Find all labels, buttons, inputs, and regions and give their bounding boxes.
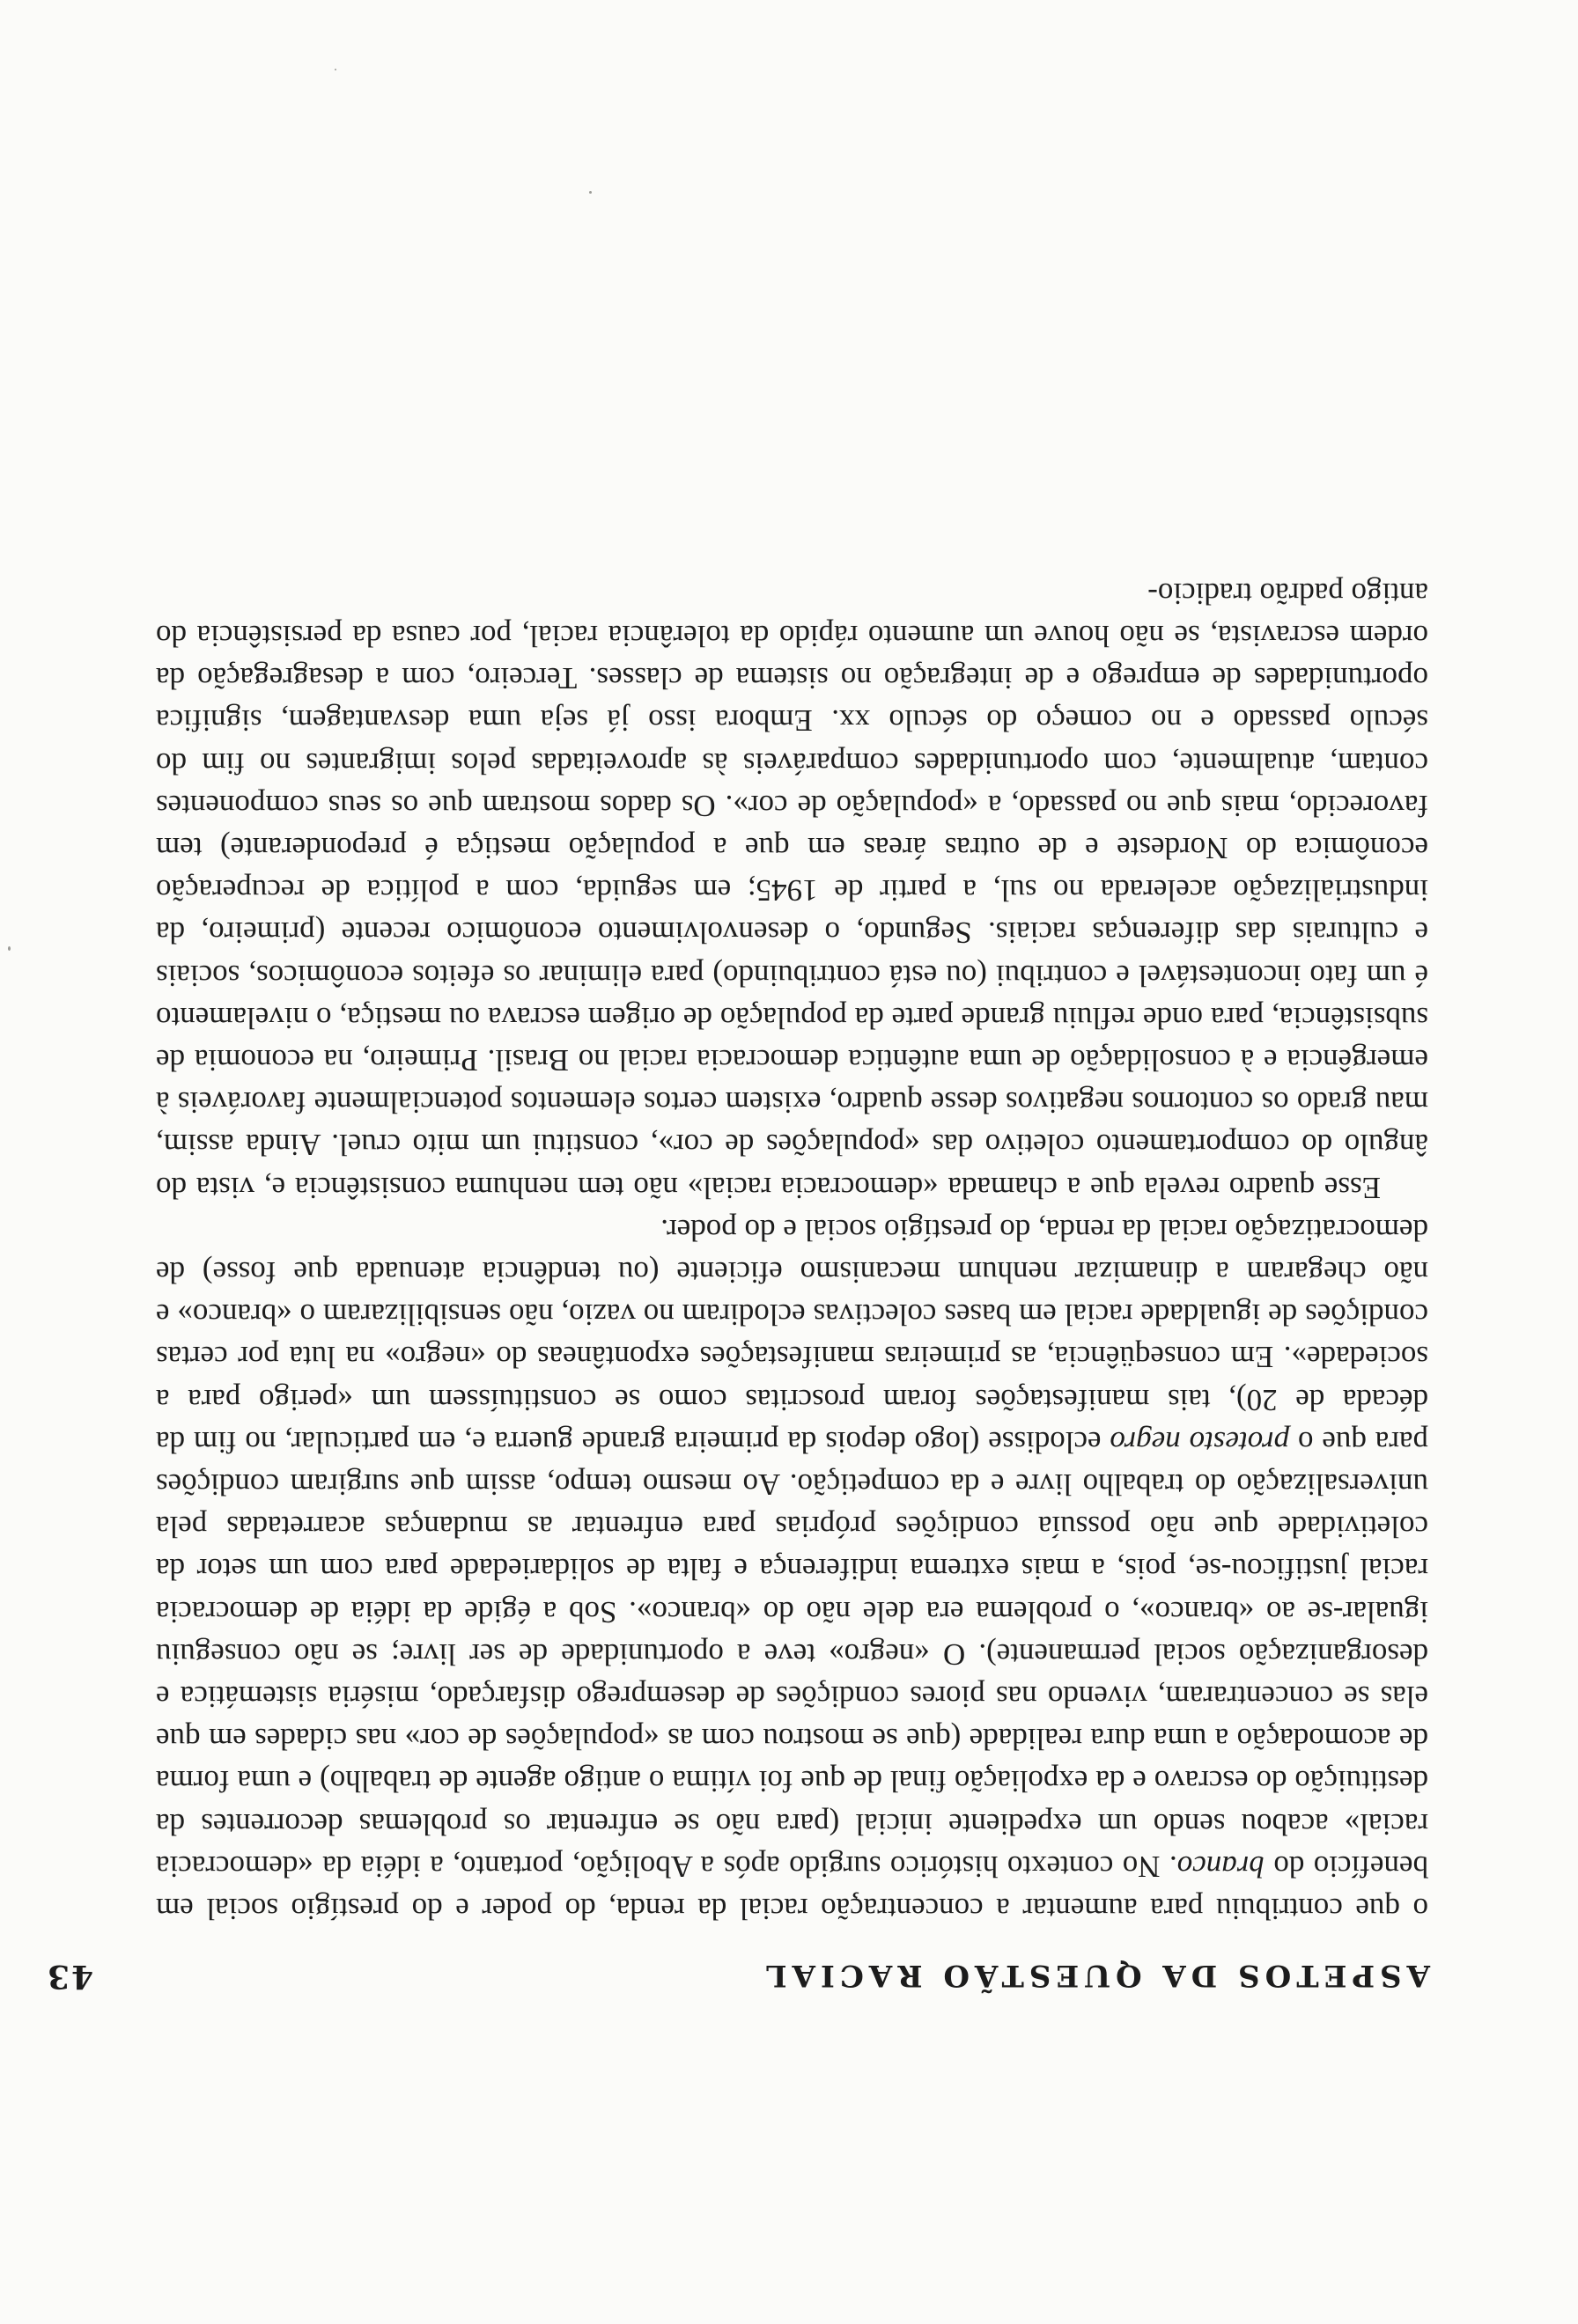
running-head xyxy=(46,1958,1430,1995)
paragraph-1-part-a: o que contribuiu para aumentar a concentração racial da renda, do poder e do prestígio social em benefício do xyxy=(156,1849,1428,1926)
page-number: 43 xyxy=(46,1958,94,1995)
paragraph-1-part-c: eclodisse (logo depois da primeira grande guerra e, em particular, no fim da década de 20), tais manifestações foram proscritas como se constituíssem um «perigo para a sociedade». Em conseqüência, as primeiras manifestações expontâneas do «negro» na luta por certas condições de igualdade racial em bases colectivas eclodiram no vazio, não sensibilizaram o «branco» e não chegaram a dinamizar nenhum mecanismo eficiente (ou tendência atenuada que fosse) de democratização racial da renda, do prestígio social e do poder. xyxy=(156,1212,1428,1460)
running-title: ASPETOS DA QUESTÃO RACIAL xyxy=(760,1958,1430,1993)
scan-speck xyxy=(589,191,592,194)
paragraph-2: Esse quadro revela que a chamada «democracia racial» não tem nenhuma consistência e, vista do ângulo do comportamento coletivo das «populações de cor», constitui um mito cruel. Ainda assim, mau grado os contornos negativos desse quadro, existem certos elementos potencialmente favoráveis à emergência e à consolidação de uma autêntica democracia racial no Brasil. Primeiro, na economia de subsistência, para onde refluiu grande parte da população de origem escrava ou mestiça, o nivelamento é um fato incontestável e contribui (ou está contribuindo) para eliminar os efeitos econômicos, sociais e culturais das diferenças raciais. Segundo, o desenvolvimento econômico recente (primeiro, da industrialização acelerada no sul, a partir de 1945; em seguida, com a política de recuperação econômica do Nordeste e de outras áreas em que a população mestiça é preponderante) tem favorecido, mais que no passado, a «população de cor». Os dados mostram que os seus componentes contam, atualmente, com oportunidades comparáveis às aproveitadas pelos imigrantes no fim do século passado e no começo do século xx. Embora isso já seja uma desvantagem, significa oportunidades de emprego e de integração no sistema de classes. Terceiro, com a desagregação da ordem escravista, se não houve um aumento rápido da tolerância racial, por causa da persistência do antigo padrão tradicio- xyxy=(156,576,1428,1205)
paragraph-1 xyxy=(156,1209,1428,1930)
scan-speck xyxy=(8,946,11,951)
paragraph-1-part-b: . No contexto histórico surgido após a Abolição, portanto, a idéia da «democracia racial» acabou sendo um expediente inicial (para não se enfrentar os problemas decorrentes da destituição do escravo e da expoliação final de que foi vítima o antigo agente de trabalho) e uma forma de acomodação a uma dura realidade (que se mostrou com as «populações de cor» nas cidades em que elas se concentraram, vivendo nas piores condições de desemprego disfarçado, miséria sistemática e desorganização social permanente). O «negro» teve a oportunidade de ser livre; se não conseguiu igualar-se ao «branco», o problema era dele não do «branco». Sob a égide da idéia de democracia racial justificou-se, pois, a mais extrema indiferença e falta de solidariedade para com um setor da coletividade que não possuía condições próprias para enfrentar as mudanças acarretadas pela universalização do trabalho livre e da competição. Ao mesmo tempo, assim que surgiram condições para que o xyxy=(156,1424,1428,1884)
body-text xyxy=(156,572,1428,1931)
scan-speck xyxy=(335,69,336,70)
italic-branco: branco xyxy=(1176,1849,1265,1884)
italic-protesto-negro: protesto negro xyxy=(1110,1424,1290,1460)
